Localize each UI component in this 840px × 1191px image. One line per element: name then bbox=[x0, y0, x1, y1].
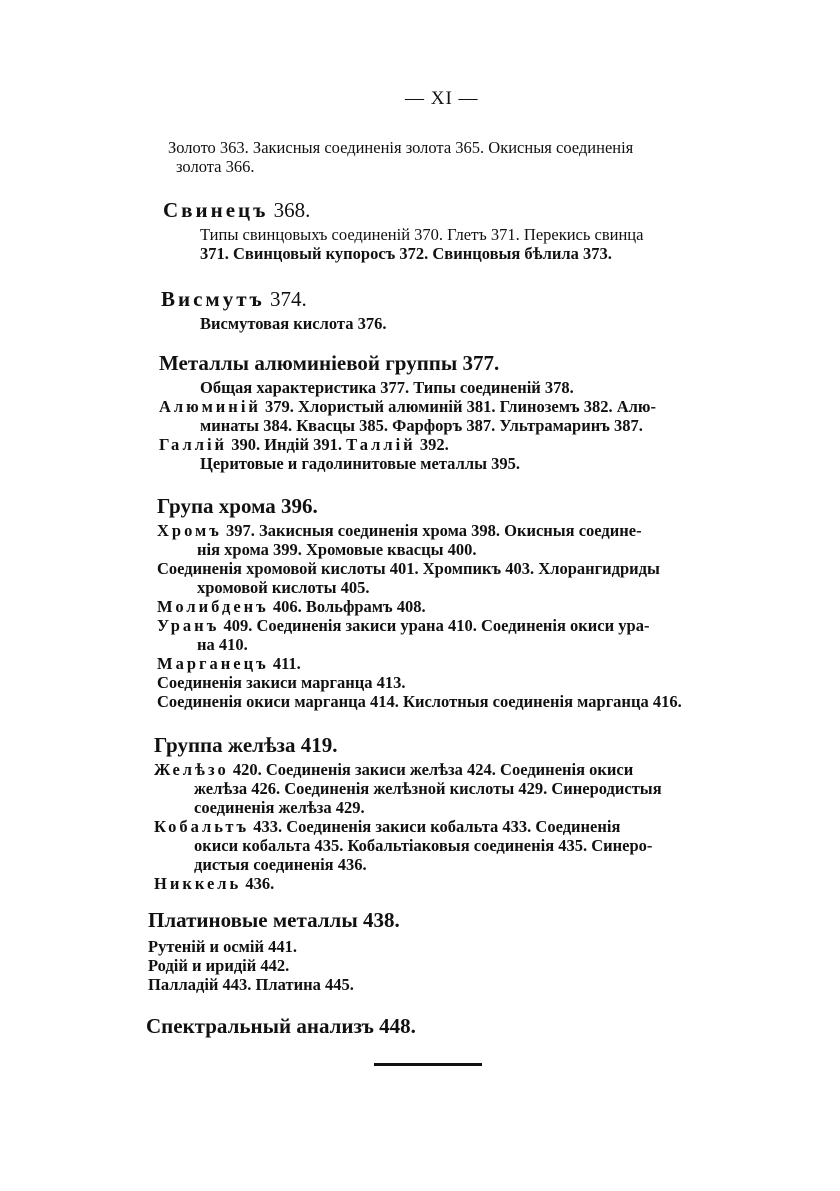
toc-line: минаты 384. Квасцы 385. Фарфоръ 387. Ультрамаринъ 387. bbox=[200, 416, 643, 435]
toc-line: Марганецъ 411. bbox=[157, 654, 301, 673]
section-spectral bbox=[146, 1014, 416, 1038]
toc-line: на 410. bbox=[197, 635, 248, 654]
section-platinum-metals bbox=[148, 908, 400, 994]
toc-line: Соединенія закиси марганца 413. bbox=[157, 673, 406, 692]
toc-line: окиси кобальта 435. Кобальтіаковыя соединенія 435. Синеро- bbox=[194, 836, 653, 855]
toc-line: хромовой кислоты 405. bbox=[197, 578, 370, 597]
section-chromium-group bbox=[157, 494, 682, 711]
toc-line: Церитовые и гадолинитовые металлы 395. bbox=[200, 454, 520, 473]
toc-line: Кобальтъ 433. Соединенія закиси кобальта 433. Соединенія bbox=[154, 817, 621, 836]
toc-line: Соединенія окиси марганца 414. Кислотныя соединенія марганца 416. bbox=[157, 692, 682, 711]
toc-line: нія хрома 399. Хромовые квасцы 400. bbox=[197, 540, 477, 559]
toc-line: Золото 363. Закисныя соединенія золота 365. Окисныя соединенія bbox=[168, 138, 634, 157]
toc-line: Молибденъ 406. Вольфрамъ 408. bbox=[157, 597, 426, 616]
toc-line: Желѣзо 420. Соединенія закиси желѣза 424. Соединенія окиси bbox=[154, 760, 634, 779]
section-heading: Висмутъ 374. bbox=[161, 287, 307, 311]
toc-line: 371. Свинцовый купоросъ 372. Свинцовыя бѣлила 373. bbox=[200, 244, 612, 263]
toc-line: Родій и иридій 442. bbox=[148, 956, 290, 975]
section-heading: Група хрома 396. bbox=[157, 494, 318, 518]
toc-line: дистыя соединенія 436. bbox=[194, 855, 367, 874]
section-heading: Металлы алюминіевой группы 377. bbox=[159, 351, 500, 375]
toc-line: соединенія желѣза 429. bbox=[194, 798, 365, 817]
end-rule bbox=[374, 1063, 482, 1066]
page-number: — XI — bbox=[405, 88, 479, 109]
toc-line: золота 366. bbox=[176, 157, 255, 176]
section-heading: Группа желѣза 419. bbox=[154, 733, 338, 757]
toc-line: Никкель 436. bbox=[154, 874, 275, 893]
toc-line: Уранъ 409. Соединенія закиси урана 410. Соединенія окиси ура- bbox=[157, 616, 650, 635]
toc-line: Палладій 443. Платина 445. bbox=[148, 975, 354, 994]
toc-line: Соединенія хромовой кислоты 401. Хромпикъ 403. Хлорангидриды bbox=[157, 559, 660, 578]
section-bismuth bbox=[161, 287, 386, 333]
toc-line: желѣза 426. Соединенія желѣзной кислоты 429. Синеродистыя bbox=[194, 779, 662, 798]
section-lead bbox=[163, 198, 643, 263]
section-heading: Свинецъ 368. bbox=[163, 198, 311, 222]
toc-line: Типы свинцовыхъ соединеній 370. Глетъ 371. Перекись свинца bbox=[200, 225, 644, 244]
section-gold bbox=[168, 138, 633, 176]
section-aluminium-group bbox=[159, 351, 656, 473]
section-heading: Платиновые металлы 438. bbox=[148, 908, 400, 932]
toc-line: Алюминій 379. Хлористый алюминій 381. Глиноземъ 382. Алю- bbox=[159, 397, 656, 416]
toc-line: Галлій 390. Индій 391. Таллій 392. bbox=[159, 435, 449, 454]
toc-line: Общая характеристика 377. Типы соединеній 378. bbox=[200, 378, 574, 397]
section-iron-group bbox=[154, 733, 662, 893]
toc-line: Рутеній и осмій 441. bbox=[148, 937, 298, 956]
toc-line: Висмутовая кислота 376. bbox=[200, 314, 387, 333]
toc-line: Хромъ 397. Закисныя соединенія хрома 398. Окисныя соедине- bbox=[157, 521, 642, 540]
section-heading: Спектральный анализъ 448. bbox=[146, 1014, 416, 1038]
